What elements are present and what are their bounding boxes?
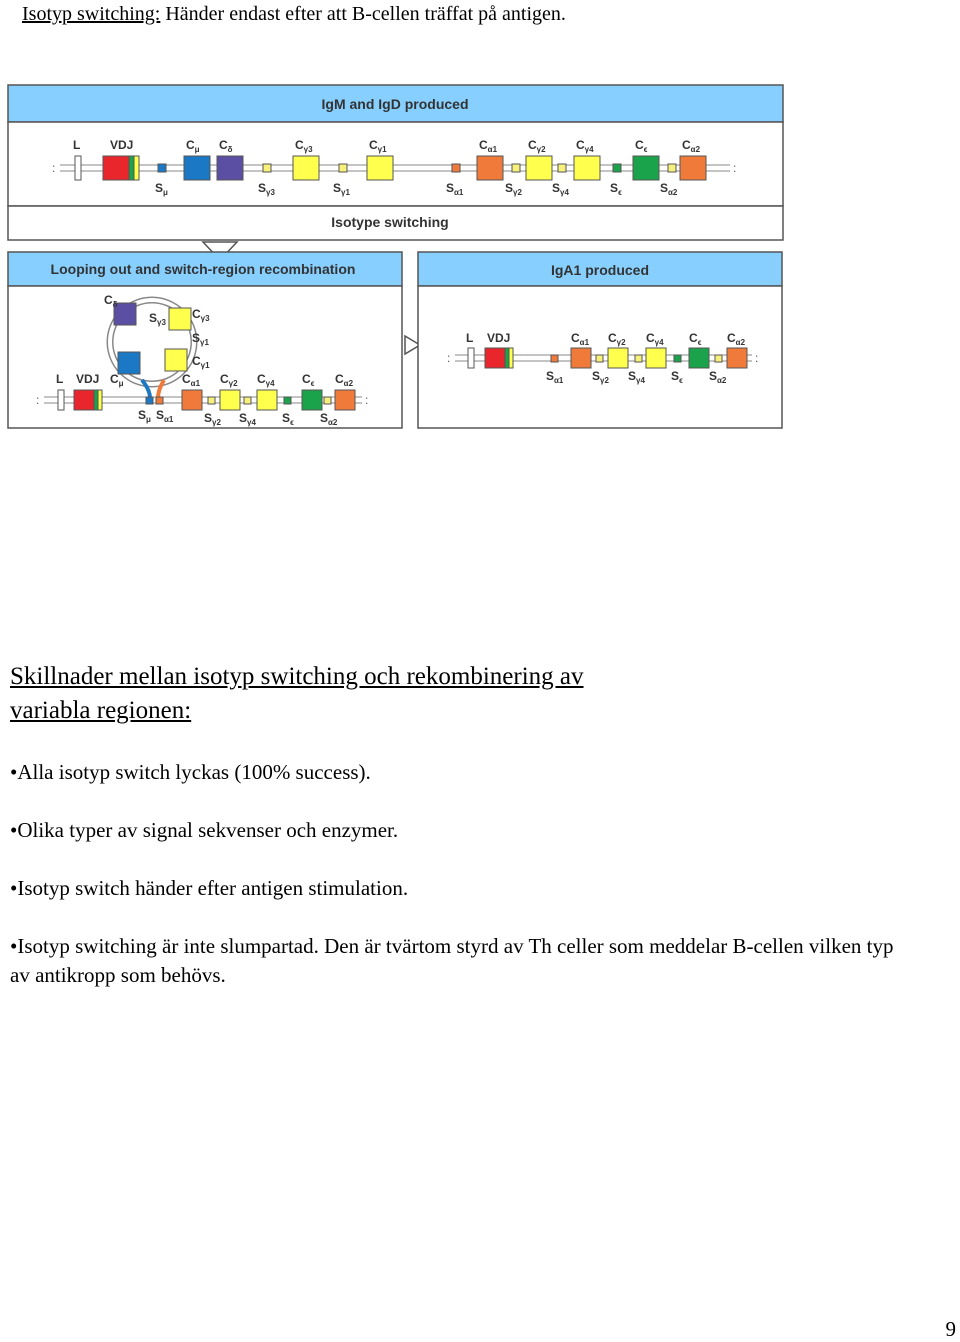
constant-gene <box>220 390 240 410</box>
label-l: L <box>466 331 474 345</box>
vdj-exon <box>103 156 129 180</box>
page-heading <box>22 3 566 26</box>
constant-gene <box>574 156 600 180</box>
label-c: $C_{\gamma 4}$ <box>257 372 275 388</box>
vdj-stripe <box>134 156 139 180</box>
constant-gene <box>257 390 277 410</box>
label-c: $C_{\alpha 1}$ <box>571 331 590 347</box>
ellipsis: : <box>755 351 759 365</box>
isotype-switching-figure <box>0 80 790 435</box>
heading-text: Händer endast efter att B-cellen träffat på antigen. <box>160 3 566 25</box>
vdj-stripe <box>505 348 509 368</box>
l-exon <box>75 156 81 180</box>
label-s: $S_\mu$ <box>138 408 151 424</box>
section-title <box>10 660 910 728</box>
label-c: $C_{\gamma 4}$ <box>646 331 664 347</box>
right-banner: IgA1 produced <box>550 262 650 278</box>
switch-region <box>284 397 291 404</box>
label-vdj: VDJ <box>487 331 511 345</box>
switch-region <box>715 355 722 362</box>
switch-region <box>146 397 153 404</box>
label-s: $S_{\alpha 1}$ <box>446 181 464 197</box>
label-s: $S_{\gamma 2}$ <box>592 369 609 385</box>
constant-gene <box>367 156 393 180</box>
label-c: $C_{\gamma 2}$ <box>608 331 626 347</box>
switch-region <box>324 397 331 404</box>
constant-gene <box>680 156 706 180</box>
label-s: $S_{\alpha 2}$ <box>320 411 338 427</box>
label-s: $S_{\gamma 4}$ <box>239 411 256 427</box>
bullet-item: •Olika typer av signal sekvenser och enzymer. <box>10 818 399 842</box>
switch-region <box>158 164 166 172</box>
label-c: $C_\epsilon$ <box>302 372 315 388</box>
label-s: $S_{\alpha 2}$ <box>709 369 727 385</box>
constant-gene <box>608 348 628 368</box>
constant-gene <box>689 348 709 368</box>
label-s: $S_{\gamma 2}$ <box>505 181 522 197</box>
page-number: 9 <box>945 1317 956 1341</box>
label-s: $S_{\gamma 1}$ <box>192 331 209 347</box>
label-c: $C_{\alpha 2}$ <box>682 138 701 154</box>
label-c: $C_\delta$ <box>219 138 233 154</box>
vdj-stripe <box>98 390 102 410</box>
loop-gene <box>169 308 191 330</box>
label-c: $C_{\gamma 4}$ <box>576 138 594 154</box>
section-title-line2: variabla regionen: <box>10 697 192 724</box>
constant-gene <box>727 348 747 368</box>
label-s: $S_{\gamma 3}$ <box>149 311 166 327</box>
label-c: $C_\mu$ <box>110 372 124 388</box>
label-l: L <box>56 372 64 386</box>
left-banner: Looping out and switch-region recombination <box>50 261 356 277</box>
switch-region <box>551 355 558 362</box>
label-s: $S_{\alpha 2}$ <box>660 181 678 197</box>
vdj-stripe <box>129 156 134 180</box>
label-s: $S_\epsilon$ <box>671 369 683 385</box>
label-c: $C_{\gamma 2}$ <box>220 372 238 388</box>
label-c: $C_\mu$ <box>186 138 200 154</box>
switch-region <box>156 397 163 404</box>
bullet-item: •Isotyp switching är inte slumpartad. Den är tvärtom styrd av Th celler som meddelar B-cellen vilken typ av antikropp som behövs. <box>10 934 894 987</box>
switch-region <box>674 355 681 362</box>
switch-region <box>668 164 676 172</box>
top-banner: IgM and IgD produced <box>321 96 469 112</box>
ellipsis: : <box>733 161 737 175</box>
switch-region <box>452 164 460 172</box>
vdj-stripe <box>509 348 513 368</box>
label-c: $C_{\gamma 2}$ <box>528 138 546 154</box>
switch-region <box>263 164 271 172</box>
vdj-exon <box>485 348 505 368</box>
loop-gene <box>165 349 187 371</box>
l-exon <box>468 348 474 368</box>
label-s: $S_{\gamma 2}$ <box>204 411 221 427</box>
section-title-line1: Skillnader mellan isotyp switching och rekombinering av <box>10 663 584 690</box>
label-s: $S_{\gamma 1}$ <box>333 181 350 197</box>
heading-label: Isotyp switching: <box>22 3 161 25</box>
loop-gene <box>118 352 140 374</box>
label-s: $S_{\gamma 4}$ <box>552 181 569 197</box>
label-c: $C_{\alpha 2}$ <box>727 331 746 347</box>
constant-gene <box>477 156 503 180</box>
switch-region <box>558 164 566 172</box>
label-s: $S_{\gamma 4}$ <box>628 369 645 385</box>
label-s: $S_{\gamma 3}$ <box>258 181 275 197</box>
ellipsis: : <box>447 351 451 365</box>
bullet-list <box>10 758 910 990</box>
middle-banner: Isotype switching <box>331 214 449 230</box>
label-s: $S_{\alpha 1}$ <box>156 408 174 424</box>
label-c: $C_{\gamma 1}$ <box>369 138 387 154</box>
label-c: $C_{\alpha 1}$ <box>182 372 201 388</box>
switch-region <box>596 355 603 362</box>
differences-section <box>10 660 910 1019</box>
constant-gene <box>302 390 322 410</box>
label-s: $S_{\alpha 1}$ <box>546 369 564 385</box>
ellipsis: : <box>365 393 369 407</box>
switch-region <box>512 164 520 172</box>
label-s: $S_\epsilon$ <box>610 181 622 197</box>
switch-region <box>613 164 621 172</box>
label-s: $S_\mu$ <box>155 181 168 197</box>
label-vdj: VDJ <box>76 372 100 386</box>
switch-region <box>339 164 347 172</box>
constant-gene <box>293 156 319 180</box>
label-c: $C_{\gamma 3}$ <box>295 138 313 154</box>
constant-gene <box>184 156 210 180</box>
ellipsis: : <box>52 161 56 175</box>
bullet-item: •Alla isotyp switch lyckas (100% success). <box>10 760 371 784</box>
constant-gene <box>217 156 243 180</box>
constant-gene <box>633 156 659 180</box>
label-c: $C_{\gamma 3}$ <box>192 307 210 323</box>
label-c: $C_\epsilon$ <box>689 331 702 347</box>
label-vdj: VDJ <box>110 138 134 152</box>
label-c: $C_{\alpha 2}$ <box>335 372 354 388</box>
bullet-item: •Isotyp switch händer efter antigen stimulation. <box>10 876 409 900</box>
label-c: $C_\delta$ <box>104 293 118 309</box>
label-l: L <box>73 138 81 152</box>
switch-region <box>244 397 251 404</box>
label-c: $C_\epsilon$ <box>635 138 648 154</box>
switch-region <box>635 355 642 362</box>
label-c: $C_{\alpha 1}$ <box>479 138 498 154</box>
constant-gene <box>335 390 355 410</box>
vdj-stripe <box>94 390 98 410</box>
ellipsis: : <box>36 393 40 407</box>
constant-gene <box>571 348 591 368</box>
switch-region <box>208 397 215 404</box>
constant-gene <box>182 390 202 410</box>
constant-gene <box>526 156 552 180</box>
l-exon <box>58 390 64 410</box>
vdj-exon <box>74 390 94 410</box>
label-s: $S_\epsilon$ <box>282 411 294 427</box>
label-c: $C_{\gamma 1}$ <box>192 354 210 370</box>
constant-gene <box>646 348 666 368</box>
